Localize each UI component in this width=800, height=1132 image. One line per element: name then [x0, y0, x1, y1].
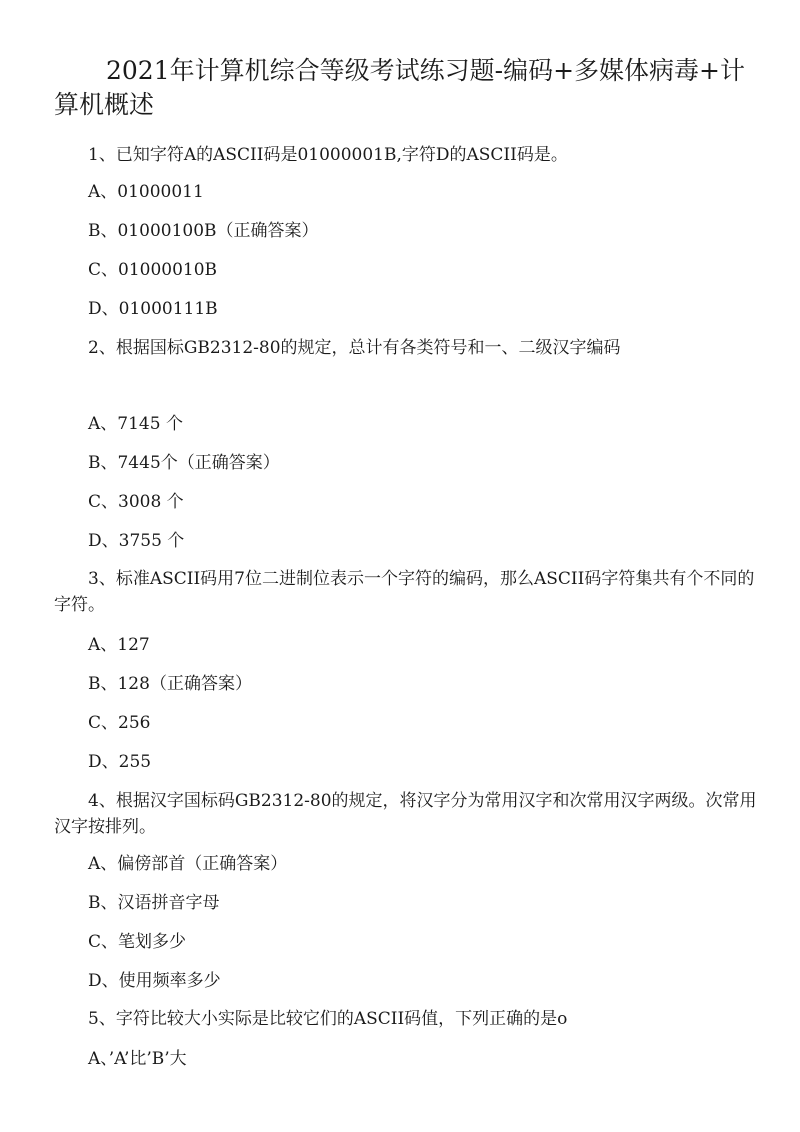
- question-3-option-c: C、256: [88, 713, 151, 733]
- question-2-option-b: B、7445个（正确答案）: [88, 453, 280, 473]
- question-1-text: 1、已知字符A的ASCII码是01000001B,字符D的ASCII码是。: [88, 145, 568, 165]
- question-1-option-b: B、01000100B（正确答案）: [88, 221, 319, 241]
- question-2-text: 2、根据国标GB2312-80的规定，总计有各类符号和一、二级汉字编码: [88, 338, 621, 358]
- question-2-option-a: A、7145 个: [88, 414, 183, 434]
- question-4-option-b: B、汉语拼音字母: [88, 893, 220, 913]
- question-4-option-c: C、笔划多少: [88, 932, 187, 952]
- question-4-option-a: A、偏傍部首（正确答案）: [88, 854, 288, 874]
- document-title: 2021年计算机综合等级考试练习题-编码+多媒体病毒+计算机概述: [54, 56, 745, 119]
- question-1-option-d: D、01000111B: [88, 299, 218, 319]
- question-5-option-a: A、’A’比’B’大: [88, 1049, 187, 1069]
- question-3-option-d: D、255: [88, 752, 152, 772]
- question-2-option-c: C、3008 个: [88, 492, 184, 512]
- question-3-option-b: B、128（正确答案）: [88, 674, 252, 694]
- question-5-text: 5、字符比较大小实际是比较它们的ASCII码值，下列正确的是o: [88, 1009, 568, 1029]
- question-3-option-a: A、127: [88, 635, 150, 655]
- question-1-option-c: C、01000010B: [88, 260, 218, 280]
- question-3-text: 3、标准ASCII码用7位二进制位表示一个字符的编码，那么ASCII码字符集共有个不同的字符。: [54, 569, 755, 615]
- question-4-option-d: D、使用频率多少: [88, 971, 221, 991]
- question-4-text: 4、根据汉字国标码GB2312-80的规定，将汉字分为常用汉字和次常用汉字两级。次常用汉字按排列。: [54, 791, 757, 837]
- question-2-option-d: D、3755 个: [88, 531, 185, 551]
- question-1-option-a: A、01000011: [88, 182, 204, 202]
